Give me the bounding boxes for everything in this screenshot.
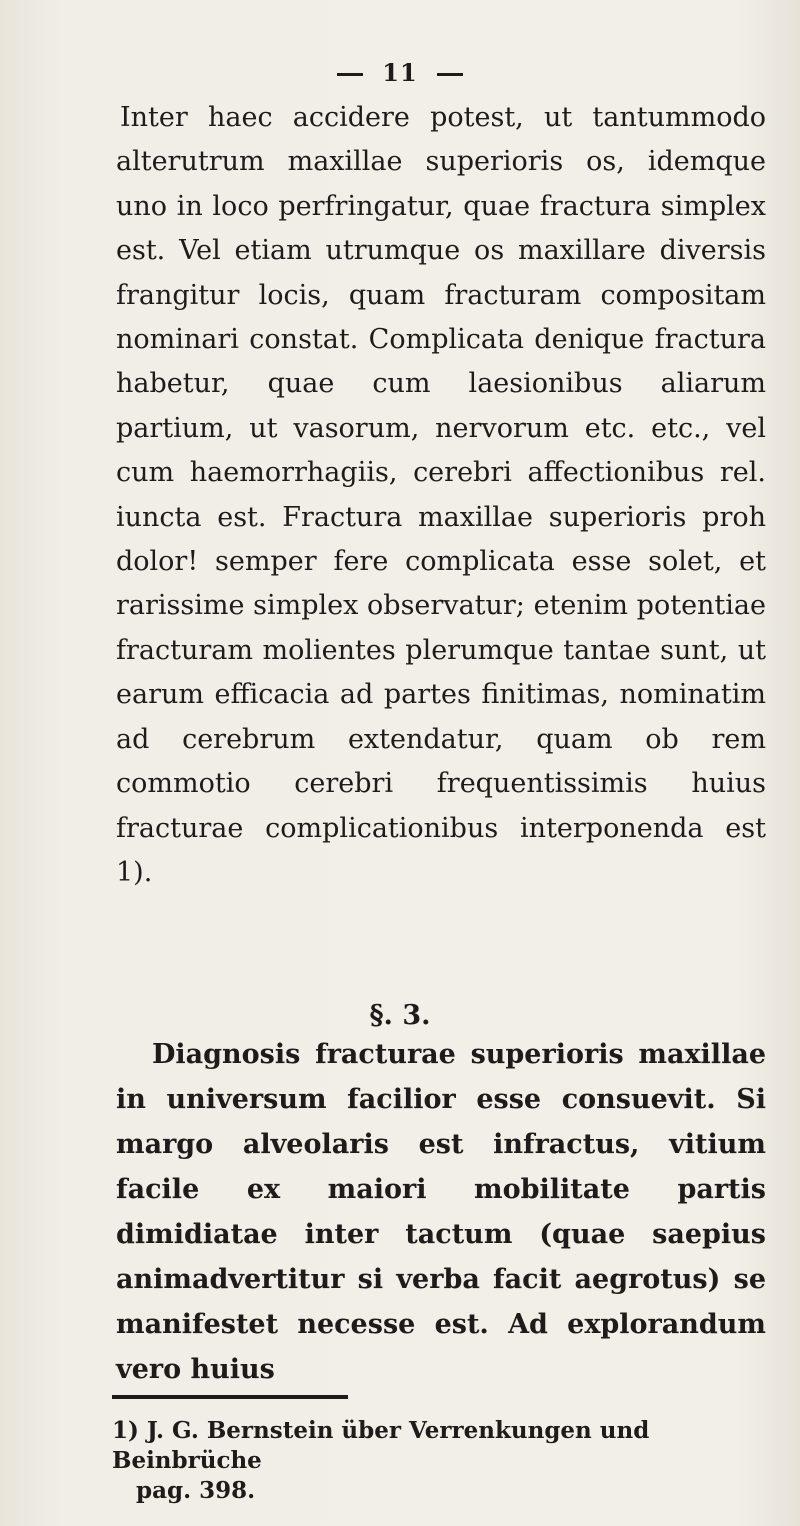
footnote-line-2: pag. 398. [136,1477,256,1504]
page-header [0,58,800,87]
footnote-line-1: 1) J. G. Bernstein über Verrenkungen und Beinbrüche [112,1417,650,1474]
paragraph-fracture-types: Inter haec accidere potest, ut tantummodo alterutrum maxillae superioris os, idemque uno in loco perfringatur, quae fractura simplex est. Vel etiam utrumque os maxillare diversis frangitur locis, quam fracturam compositam nominari constat. Complicata denique fractura habetur, quae cum laesionibus aliarum partium, ut vasorum, nervorum etc. etc., vel cum haemorrhagiis, cerebri affectionibus rel. iuncta est. Fractura maxillae superioris proh dolor! semper fere complicata esse solet, et rarissime simplex observatur; etenim potentiae fracturam molientes plerumque tantae sunt, ut earum efficacia ad partes finitimas, nominatim ad cerebrum extendatur, quam ob rem commotio cerebri frequentissimis huius fracturae complicationibus interponenda est 1). [116,102,766,888]
header-dash-right [437,73,463,76]
page-number: 11 [382,58,418,87]
paragraph-diagnosis: Diagnosis fracturae superioris maxillae in universum facilior esse consuevit. Si margo alveolaris est infractus, vitium facile ex maiori mobilitate partis dimidiatae inter tactum (quae saepius animadvertitur si verba facit aegrotus) se manifestet necesse est. Ad explorandum vero huius [116,1039,766,1385]
section-heading: §. 3. [369,1000,431,1031]
footnote [112,1416,772,1506]
footnote-separator [112,1395,348,1399]
header-dash-left [337,73,363,76]
